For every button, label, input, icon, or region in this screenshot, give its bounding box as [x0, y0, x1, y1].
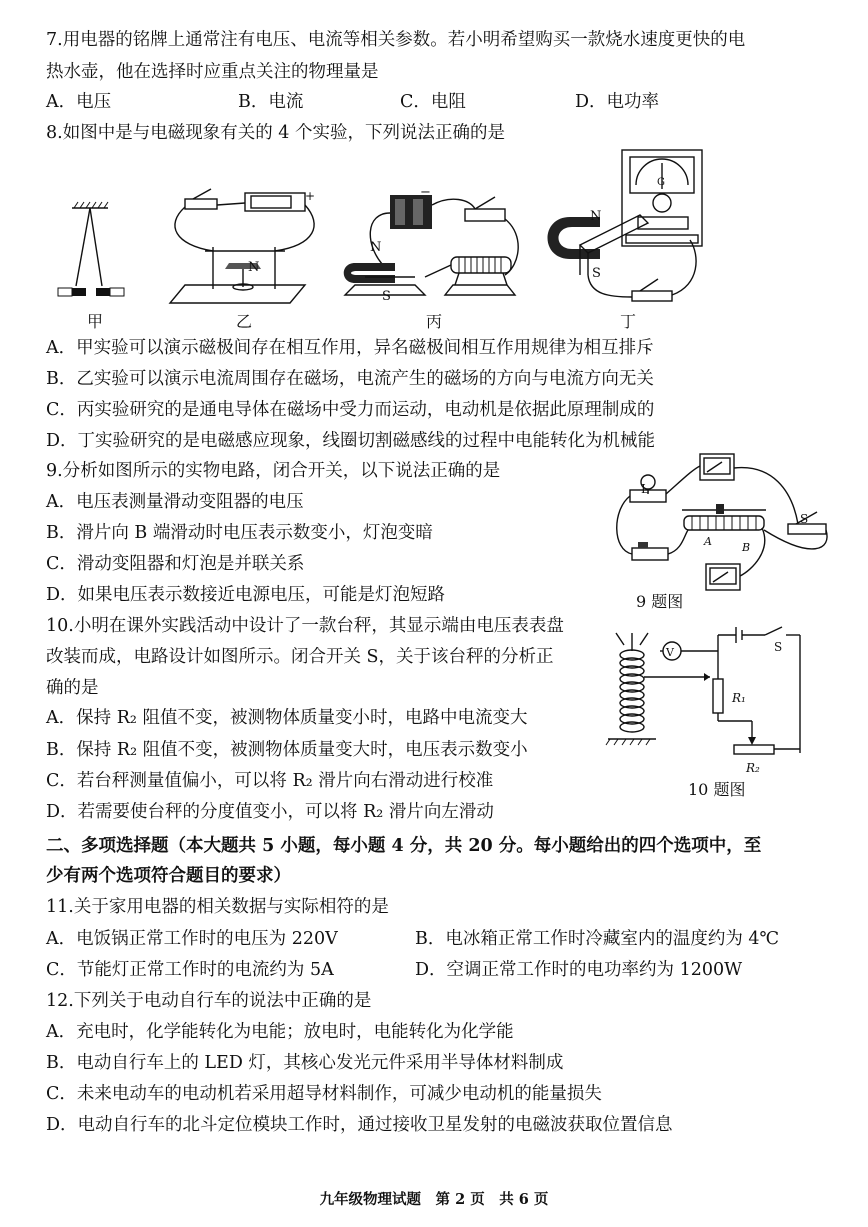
q9-switch-mark: S	[800, 512, 809, 526]
q7-stem-line2: 热水壶，他在选择时应重点关注的物理量是	[46, 62, 379, 82]
section2-heading-line2: 少有两个选项符合题目的要求）	[46, 866, 291, 886]
q8-label-yi: 乙	[236, 312, 253, 331]
q10-r1-mark: R₁	[732, 691, 746, 705]
q11-option-a: A．电饭锅正常工作时的电压为 220V	[46, 929, 338, 949]
q11-option-d: D．空调正常工作时的电功率约为 1200W	[415, 960, 743, 980]
q8-label-bing: 丙	[426, 312, 443, 331]
q8-option-c: C．丙实验研究的是通电导体在磁场中受力而运动，电动机是依据此原理制成的	[46, 400, 655, 420]
q12-option-c: C．未来电动车的电动机若采用超导材料制作，可减少电动机的能量损失	[46, 1084, 602, 1104]
q8-label-jia: 甲	[87, 312, 104, 331]
q8-bing-minus-mark: −	[420, 185, 431, 200]
q10-option-a: A．保持 R₂ 阻值不变，被测物体质量变小时，电路中电流变大	[46, 708, 528, 728]
q8-figure-yi	[165, 185, 325, 305]
q8-figure-ding	[540, 145, 720, 310]
q11-option-c: C．节能灯正常工作时的电流约为 5A	[46, 960, 334, 980]
q9-stem: 9.分析如图所示的实物电路，闭合开关，以下说法正确的是	[46, 461, 501, 481]
q8-label-ding: 丁	[620, 312, 637, 331]
page-footer: 九年级物理试题 第 2 页 共 6 页	[319, 1191, 549, 1208]
q11-option-b: B．电冰箱正常工作时冷藏室内的温度约为 4℃	[415, 929, 780, 949]
q10-r2-mark: R₂	[746, 761, 760, 775]
q7-option-a: A．电压	[46, 92, 112, 112]
q8-option-a: A．甲实验可以演示磁极间存在相互作用，异名磁极间相互作用规律为相互排斥	[46, 338, 654, 358]
q9-option-a: A．电压表测量滑动变阻器的电压	[46, 492, 304, 512]
q10-switch-mark: S	[774, 640, 783, 654]
q10-option-b: B．保持 R₂ 阻值不变，被测物体质量变大时，电压表示数变小	[46, 740, 528, 760]
q10-circuit-figure	[600, 625, 825, 775]
q10-figure-caption: 10 题图	[688, 780, 746, 799]
q12-stem: 12.下列关于电动自行车的说法中正确的是	[46, 991, 372, 1011]
q8-yi-n-mark: N	[248, 260, 260, 275]
q12-option-d: D．电动自行车的北斗定位模块工作时，通过接收卫星发射的电磁波获取位置信息	[46, 1115, 673, 1135]
q12-option-a: A．充电时，化学能转化为电能；放电时，电能转化为化学能	[46, 1022, 514, 1042]
q10-stem-line3: 确的是	[46, 678, 99, 698]
q9-end-a-mark: A	[704, 535, 712, 548]
q8-option-b: B．乙实验可以演示电流周围存在磁场，电流产生的磁场的方向与电流方向无关	[46, 369, 654, 389]
q8-stem: 8.如图中是与电磁现象有关的 4 个实验，下列说法正确的是	[46, 123, 505, 143]
q10-option-d: D．若需要使台秤的分度值变小，可以将 R₂ 滑片向左滑动	[46, 802, 494, 822]
q8-ding-g-mark: G	[657, 177, 665, 188]
q9-figure-caption: 9 题图	[636, 592, 684, 611]
q8-figure-jia	[50, 200, 140, 310]
q10-voltmeter-mark: V	[666, 646, 674, 659]
q7-option-c: C．电阻	[400, 92, 466, 112]
q9-option-c: C．滑动变阻器和灯泡是并联关系	[46, 554, 305, 574]
q8-yi-plus-mark: +	[305, 189, 316, 203]
q8-bing-s-mark: S	[382, 289, 391, 304]
q8-ding-s-mark: S	[592, 266, 601, 281]
q10-option-c: C．若台秤测量值偏小，可以将 R₂ 滑片向右滑动进行校准	[46, 771, 494, 791]
q9-option-b: B．滑片向 B 端滑动时电压表示数变小，灯泡变暗	[46, 523, 433, 543]
q11-stem: 11.关于家用电器的相关数据与实际相符的是	[46, 897, 389, 917]
q10-stem-line1: 10.小明在课外实践活动中设计了一款台秤，其显示端由电压表表盘	[46, 616, 564, 636]
q10-stem-line2: 改装而成，电路设计如图所示。闭合开关 S，关于该台秤的分析正	[46, 647, 554, 667]
q8-option-d: D．丁实验研究的是电磁感应现象，线圈切割磁感线的过程中电能转化为机械能	[46, 431, 656, 451]
q8-bing-n-mark: N	[370, 240, 382, 255]
q9-option-d: D．如果电压表示数接近电源电压，可能是灯泡短路	[46, 585, 446, 605]
q7-stem-line1: 7.用电器的铭牌上通常注有电压、电流等相关参数。若小明希望购买一款烧水速度更快的电	[46, 30, 746, 50]
q8-figure-bing	[335, 185, 525, 310]
section2-heading-line1: 二、多项选择题（本大题共 5 小题，每小题 4 分，共 20 分。每小题给出的四个选项中，至	[46, 836, 762, 856]
q12-option-b: B．电动自行车上的 LED 灯，其核心发光元件采用半导体材料制成	[46, 1053, 564, 1073]
q9-end-b-mark: B	[742, 541, 751, 554]
q8-ding-n-mark: N	[590, 209, 602, 224]
q9-lamp-mark: L	[641, 482, 649, 496]
q7-option-b: B．电流	[238, 92, 304, 112]
q7-option-d: D．电功率	[575, 92, 660, 112]
